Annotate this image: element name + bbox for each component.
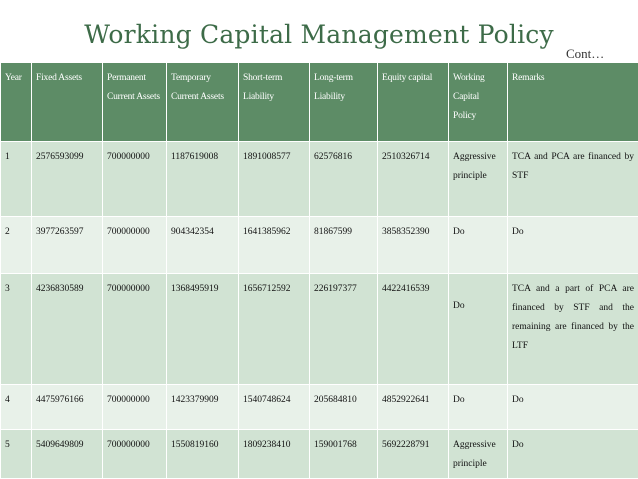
cell-permanent-current-assets: 700000000: [103, 142, 167, 217]
cell-long-term-liability: 226197377: [310, 274, 378, 385]
header-fixed-assets: Fixed Assets: [32, 63, 103, 142]
cell-remarks: Do: [508, 385, 638, 430]
cell-short-term-liability: 1540748624: [239, 385, 310, 430]
cell-year: 3: [1, 274, 32, 385]
table-row: [1, 142, 638, 217]
cell-equity-capital: 4852922641: [378, 385, 449, 430]
cell-equity-capital: 3858352390: [378, 217, 449, 274]
cell-remarks: Do: [508, 430, 638, 479]
cell-fixed-assets: 4475976166: [32, 385, 103, 430]
cell-policy: Do: [449, 217, 508, 274]
cell-equity-capital: 5692228791: [378, 430, 449, 479]
cell-permanent-current-assets: 700000000: [103, 385, 167, 430]
cell-short-term-liability: 1809238410: [239, 430, 310, 479]
cell-year: 5: [1, 430, 32, 479]
cell-permanent-current-assets: 700000000: [103, 217, 167, 274]
cell-remarks: TCA and PCA are financed by STF: [508, 142, 638, 217]
policy-table: [0, 62, 638, 479]
cell-long-term-liability: 159001768: [310, 430, 378, 479]
cell-permanent-current-assets: 700000000: [103, 274, 167, 385]
cell-temporary-current-assets: 1187619008: [167, 142, 239, 217]
cell-fixed-assets: 2576593099: [32, 142, 103, 217]
cell-policy: Do: [449, 385, 508, 430]
cell-short-term-liability: 1641385962: [239, 217, 310, 274]
header-short-term-liability: Short-term Liability: [239, 63, 310, 142]
cell-temporary-current-assets: 1550819160: [167, 430, 239, 479]
cell-temporary-current-assets: 904342354: [167, 217, 239, 274]
cell-policy: Aggressive principle: [449, 430, 508, 479]
header-equity-capital: Equity capital: [378, 63, 449, 142]
cell-policy: Do: [449, 274, 508, 385]
table-row: [1, 385, 638, 430]
cell-temporary-current-assets: 1423379909: [167, 385, 239, 430]
table-row: [1, 274, 638, 385]
cell-year: 1: [1, 142, 32, 217]
cell-equity-capital: 2510326714: [378, 142, 449, 217]
page-title: Working Capital Management Policy: [84, 20, 554, 49]
table-row: [1, 217, 638, 274]
cell-fixed-assets: 3977263597: [32, 217, 103, 274]
cell-long-term-liability: 81867599: [310, 217, 378, 274]
header-remarks: Remarks: [508, 63, 638, 142]
table-header-row: [1, 63, 638, 142]
header-working-capital-policy: Working Capital Policy: [449, 63, 508, 142]
cell-remarks: Do: [508, 217, 638, 274]
cell-year: 2: [1, 217, 32, 274]
cell-remarks: TCA and a part of PCA are financed by STF and the remaining are financed by the LTF: [508, 274, 638, 385]
header-temporary-current-assets: Temporary Current Assets: [167, 63, 239, 142]
cell-fixed-assets: 5409649809: [32, 430, 103, 479]
cell-permanent-current-assets: 700000000: [103, 430, 167, 479]
cell-long-term-liability: 62576816: [310, 142, 378, 217]
cell-temporary-current-assets: 1368495919: [167, 274, 239, 385]
header-year: Year: [1, 63, 32, 142]
cell-equity-capital: 4422416539: [378, 274, 449, 385]
cell-long-term-liability: 205684810: [310, 385, 378, 430]
continued-label: Cont…: [566, 46, 605, 61]
cell-policy: Aggressive principle: [449, 142, 508, 217]
header-long-term-liability: Long-term Liability: [310, 63, 378, 142]
table-row: [1, 430, 638, 479]
cell-short-term-liability: 1891008577: [239, 142, 310, 217]
cell-short-term-liability: 1656712592: [239, 274, 310, 385]
cell-year: 4: [1, 385, 32, 430]
cell-fixed-assets: 4236830589: [32, 274, 103, 385]
header-permanent-current-assets: Permanent Current Assets: [103, 63, 167, 142]
